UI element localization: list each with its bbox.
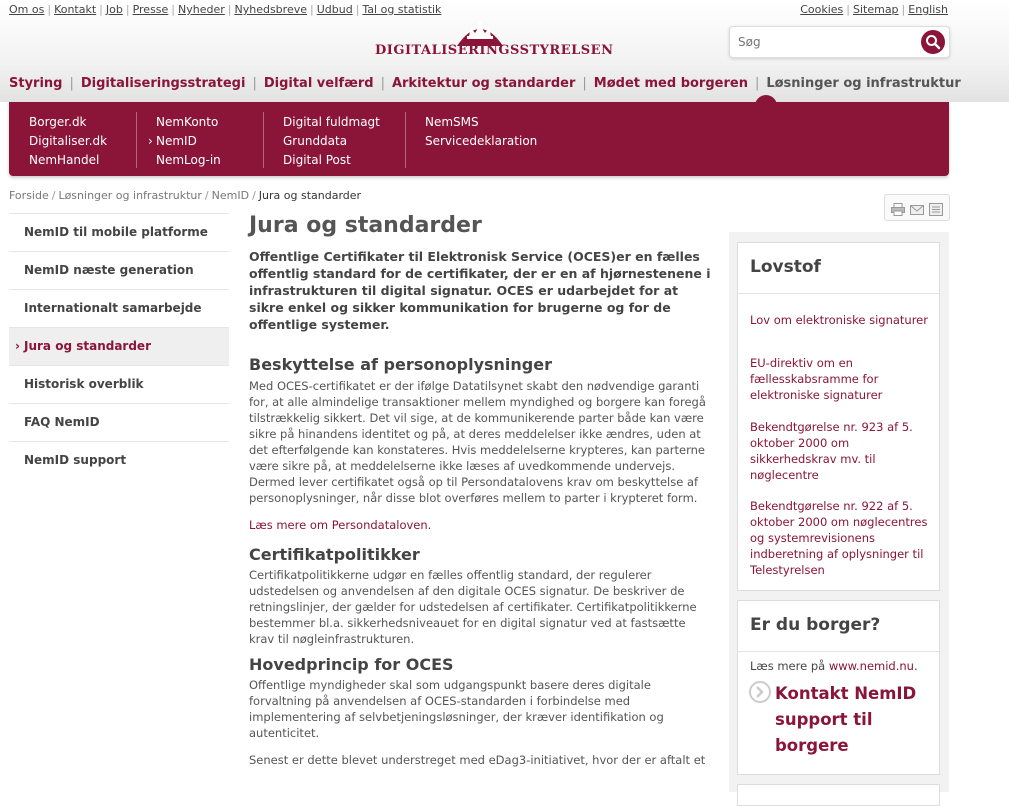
- nav-styring[interactable]: Styring: [9, 76, 63, 91]
- law-link[interactable]: EU-direktiv om en fællesskabsramme for elektroniske signaturer: [750, 356, 883, 402]
- section-heading: Certifikatpolitikker: [249, 545, 420, 564]
- body-paragraph: Certifikatpolitikkerne udgør en fælles offentlig standard, der regulerer udstedelsen og anvendelsen af den digitale OCES signatur. De beskriver de retningslinjer, der gælder for udstedelsen af certifikater. Certifikatpolitikkerne bestemmer bl.a. sikkerhedsniveauet for en digital signatur ved at fastsætte krav til nøgleinfrastrukturen.: [249, 568, 697, 646]
- submenu-column: [29, 113, 107, 170]
- submenu-column: [156, 113, 221, 170]
- separator: |: [47, 3, 52, 16]
- sidebar-item[interactable]: NemID næste generation: [9, 251, 229, 289]
- submenu-item[interactable]: Borger.dk: [29, 115, 87, 129]
- breadcrumb-link[interactable]: NemID: [211, 189, 250, 202]
- sidebar-item-active[interactable]: › Jura og standarder: [9, 327, 229, 365]
- separator: |: [754, 76, 760, 91]
- submenu-column: [283, 113, 380, 170]
- separator: |: [252, 76, 257, 91]
- main-navigation: [0, 76, 968, 91]
- nemid-link[interactable]: www.nemid.nu: [828, 659, 914, 673]
- body-paragraph: Senest er dette blevet understreget med eDag3-initiativet, hvor der er aftalt et: [249, 753, 706, 767]
- submenu-item[interactable]: Grunddata: [283, 134, 348, 148]
- separator: |: [901, 3, 906, 16]
- separator: |: [309, 3, 314, 16]
- separator: /: [252, 189, 256, 202]
- separator: |: [582, 76, 587, 91]
- toplink-sitemap[interactable]: Sitemap: [852, 3, 899, 16]
- sidebar-item[interactable]: Historisk overblik: [9, 365, 229, 403]
- separator: |: [355, 3, 360, 16]
- main-content: [249, 210, 711, 768]
- law-link[interactable]: Bekendtgørelse nr. 923 af 5. oktober 2000 om sikkerhedskrav mv. til nøglecentre: [750, 420, 913, 482]
- divider: [405, 112, 406, 168]
- search-input[interactable]: [736, 32, 915, 52]
- toplink-nyhedsbreve[interactable]: Nyhedsbreve: [234, 3, 307, 16]
- separator: |: [227, 3, 232, 16]
- toplink-tal-og-statistik[interactable]: Tal og statistik: [362, 3, 442, 16]
- separator: |: [125, 3, 130, 16]
- breadcrumb: [9, 189, 361, 202]
- submenu-item[interactable]: Digital fuldmagt: [283, 115, 380, 129]
- text-icon[interactable]: [929, 201, 943, 220]
- submenu-item[interactable]: Digitaliser.dk: [29, 134, 108, 148]
- separator: |: [99, 3, 103, 16]
- search-box: [729, 26, 950, 58]
- toplink-nyheder[interactable]: Nyheder: [178, 3, 225, 16]
- toplink-kontakt[interactable]: Kontakt: [54, 3, 97, 16]
- nav-modet-med-borgeren[interactable]: Mødet med borgeren: [593, 76, 748, 91]
- print-icon[interactable]: [891, 201, 905, 220]
- separator: |: [380, 76, 385, 91]
- section-heading: Hovedprincip for OCES: [249, 655, 454, 674]
- separator: |: [846, 3, 850, 16]
- toplink-om-os[interactable]: Om os: [9, 3, 45, 16]
- read-more-text: [750, 659, 918, 673]
- sidebar-item[interactable]: NemID til mobile platforme: [9, 213, 229, 251]
- read-more-suffix: .: [913, 659, 918, 673]
- email-icon[interactable]: [910, 201, 924, 220]
- site-logo[interactable]: [375, 14, 614, 64]
- site-header: [0, 0, 1009, 102]
- submenu-item-current[interactable]: › NemID: [156, 132, 221, 151]
- submenu-item[interactable]: NemLog-in: [156, 153, 221, 167]
- divider: [136, 112, 137, 168]
- body-paragraph: Offentlige myndigheder skal som udgangspunkt basere deres digitale forvaltning på anvendelsen af OCES-standarden i forbindelse med implementering af selvbetjeningsløsninger, der kræver identifikation og autenticitet.: [249, 678, 664, 740]
- toplink-udbud[interactable]: Udbud: [316, 3, 353, 16]
- separator: |: [69, 76, 74, 91]
- lead-paragraph: Offentlige Certifikater til Elektronisk Service (OCES)er en fælles offentlig standard for de certifikater, der er en af hjørnestenene i infrastrukturen til digital signatur. OCES er udarbejdet for at sikre enkel og sikker kommunikation for brugerne og for de offentlige systemer.: [249, 249, 711, 332]
- toplink-job[interactable]: Job: [105, 3, 123, 16]
- lovstof-box: [737, 242, 940, 591]
- right-column: [729, 232, 949, 792]
- breadcrumb-current: Jura og standarder: [258, 189, 362, 202]
- section-heading: Beskyttelse af personoplysninger: [249, 355, 552, 374]
- borger-title: Er du borger?: [750, 615, 881, 635]
- submenu-item[interactable]: Servicedeklaration: [425, 134, 538, 148]
- nav-digital-velfaerd[interactable]: Digital velfærd: [263, 76, 374, 91]
- search-icon: [925, 34, 941, 50]
- page-tools: [884, 194, 950, 221]
- breadcrumb-link[interactable]: Forside: [9, 189, 49, 202]
- separator: /: [51, 189, 56, 202]
- read-more-prefix: Læs mere på: [750, 659, 829, 673]
- page-title: Jura og standarder: [249, 213, 482, 238]
- submenu-item[interactable]: NemKonto: [156, 115, 219, 129]
- next-box: [737, 784, 940, 806]
- search-button[interactable]: [921, 30, 945, 54]
- sidebar: [9, 213, 229, 479]
- sidebar-item[interactable]: NemID support: [9, 441, 229, 479]
- separator: /: [204, 189, 209, 202]
- sidebar-item[interactable]: FAQ NemID: [9, 403, 229, 441]
- nav-digitaliseringsstrategi[interactable]: Digitaliseringsstrategi: [80, 76, 246, 91]
- divider: [738, 293, 939, 294]
- nav-arkitektur-og-standarder[interactable]: Arkitektur og standarder: [391, 76, 576, 91]
- submenu-item[interactable]: Digital Post: [283, 153, 351, 167]
- divider: [738, 651, 939, 652]
- arrow-circle-icon: [749, 681, 771, 703]
- persondataloven-link[interactable]: Læs mere om Persondataloven.: [249, 518, 432, 532]
- submenu: [9, 102, 949, 176]
- top-links-right: [797, 3, 951, 16]
- breadcrumb-link[interactable]: Løsninger og infrastruktur: [58, 189, 202, 202]
- law-link[interactable]: Bekendtgørelse nr. 922 af 5. oktober 2000 om nøglecentres og systemrevisionens indberetning af oplysninger til Telestyrelsen: [750, 499, 928, 577]
- separator: |: [171, 3, 176, 16]
- submenu-column: [425, 113, 537, 151]
- logo-text: DIGITALISERINGSSTYRELSEN: [375, 43, 614, 58]
- toplink-english[interactable]: English: [908, 3, 948, 16]
- divider: [263, 112, 264, 168]
- lovstof-title: Lovstof: [750, 257, 821, 277]
- sidebar-item[interactable]: Internationalt samarbejde: [9, 289, 229, 327]
- body-paragraph: Med OCES-certifikatet er der ifølge Datatilsynet skabt den nødvendige garanti for, at alle almindelige transaktioner mellem myndighed og borgere kan foregå tilstrækkelig sikkert. Det vil sige, at de kommunikerende parter både kan være sikre på hinandens identitet og på, at deres meddelelser ikke ændres, uden at det efterfølgende kan konstateres. Hvis meddelelserne krypteres, kan parterne være sikre på, at meddelelserne ikke læses af uvedkommende undervejs. Dermed lever certifikatet også op til Persondatalovens krav om beskyttelse af personoplysninger, når disse blot overføres mellem to parter i krypteret form.: [249, 379, 706, 505]
- nav-losninger-og-infrastruktur[interactable]: Løsninger og infrastruktur: [766, 76, 961, 91]
- toplink-presse[interactable]: Presse: [132, 3, 169, 16]
- toplink-cookies[interactable]: Cookies: [800, 3, 844, 16]
- contact-nemid-link[interactable]: Kontakt NemID support til borgere: [775, 684, 917, 755]
- law-link[interactable]: Lov om elektroniske signaturer: [750, 313, 928, 327]
- submenu-item[interactable]: NemHandel: [29, 153, 100, 167]
- borger-box: [737, 600, 940, 775]
- submenu-item[interactable]: NemSMS: [425, 115, 479, 129]
